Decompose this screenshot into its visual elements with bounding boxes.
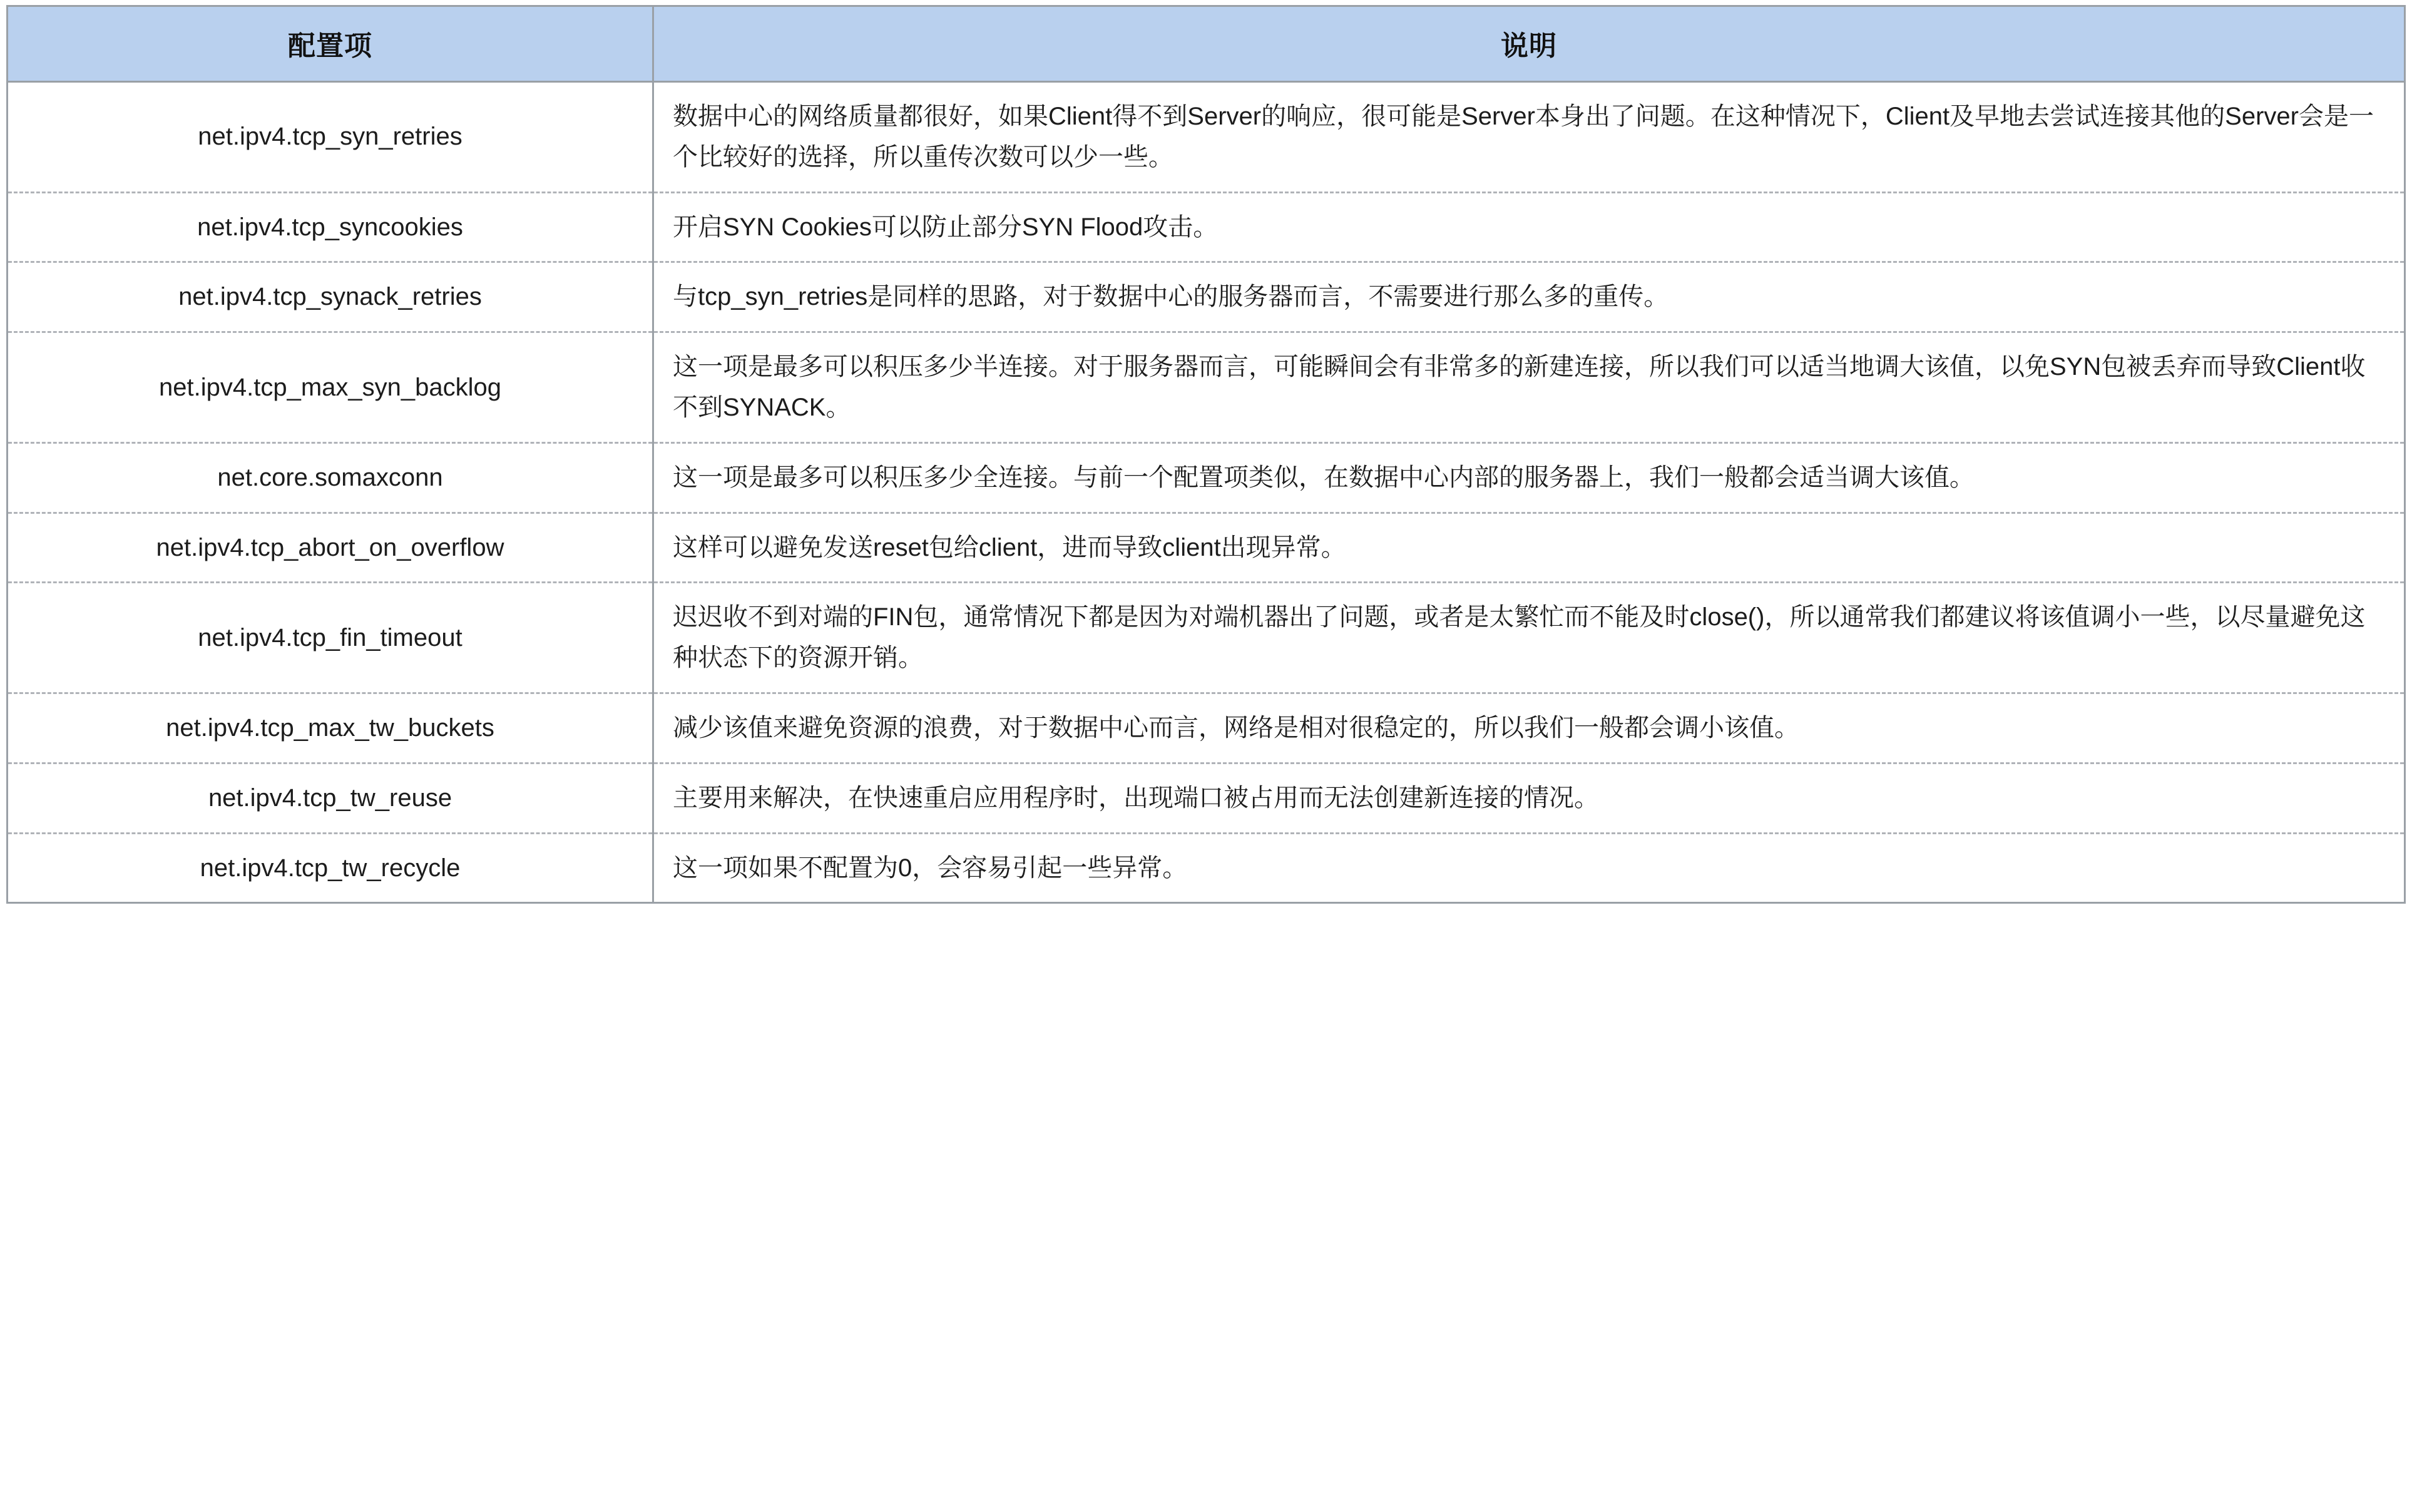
description-text: 这一项是最多可以积压多少全连接。与前一个配置项类似，在数据中心内部的服务器上，我们一般都会适当调大该值。 xyxy=(673,463,1975,491)
config-item-description xyxy=(653,262,2405,332)
description-text: 这一项如果不配置为0，会容易引起一些异常。 xyxy=(673,854,1188,882)
config-item-description xyxy=(653,693,2405,763)
config-item-description xyxy=(653,833,2405,903)
config-item-name: net.ipv4.tcp_max_tw_buckets xyxy=(8,693,653,763)
table-row xyxy=(8,262,2405,332)
description-text: 迟迟收不到对端的FIN包，通常情况下都是因为对端机器出了问题，或者是太繁忙而不能及时close()，所以通常我们都建议将该值调小一些，以尽量避免这种状态下的资源开销。 xyxy=(673,603,2366,672)
column-header-config-item: 配置项 xyxy=(8,6,653,82)
table-row xyxy=(8,583,2405,693)
config-item-description xyxy=(653,513,2405,583)
table-row xyxy=(8,763,2405,833)
table-row xyxy=(8,442,2405,513)
table-header-row xyxy=(8,6,2405,82)
description-text: 数据中心的网络质量都很好，如果Client得不到Server的响应，很可能是Server本身出了问题。在这种情况下，Client及早地去尝试连接其他的Server会是一个比较好的选择，所以重传次数可以少一些。 xyxy=(673,103,2374,171)
config-item-name: net.ipv4.tcp_tw_recycle xyxy=(8,833,653,903)
tcp-config-table xyxy=(6,5,2406,904)
table-row xyxy=(8,833,2405,903)
description-text: 主要用来解决，在快速重启应用程序时，出现端口被占用而无法创建新连接的情况。 xyxy=(673,784,1599,812)
table-row xyxy=(8,192,2405,262)
config-item-name: net.ipv4.tcp_tw_reuse xyxy=(8,763,653,833)
description-text: 这一项是最多可以积压多少半连接。对于服务器而言，可能瞬间会有非常多的新建连接，所以我们可以适当地调大该值，以免SYN包被丢弃而导致Client收不到SYNACK。 xyxy=(673,353,2366,421)
column-header-description: 说明 xyxy=(653,6,2405,82)
config-item-name: net.ipv4.tcp_synack_retries xyxy=(8,262,653,332)
config-item-name: net.core.somaxconn xyxy=(8,442,653,513)
config-item-description xyxy=(653,332,2405,443)
table-body xyxy=(8,82,2405,903)
config-item-description xyxy=(653,583,2405,693)
config-item-description xyxy=(653,442,2405,513)
description-text: 与tcp_syn_retries是同样的思路，对于数据中心的服务器而言，不需要进行那么多的重传。 xyxy=(673,283,1669,311)
table-row xyxy=(8,693,2405,763)
table-row xyxy=(8,82,2405,193)
config-item-description xyxy=(653,763,2405,833)
table-row xyxy=(8,513,2405,583)
description-text: 减少该值来避免资源的浪费，对于数据中心而言，网络是相对很稳定的，所以我们一般都会调小该值。 xyxy=(673,713,1799,742)
config-item-description xyxy=(653,192,2405,262)
description-text: 这样可以避免发送reset包给client，进而导致client出现异常。 xyxy=(673,533,1346,561)
config-item-name: net.ipv4.tcp_abort_on_overflow xyxy=(8,513,653,583)
config-item-name: net.ipv4.tcp_fin_timeout xyxy=(8,583,653,693)
config-item-description xyxy=(653,82,2405,193)
config-item-name: net.ipv4.tcp_max_syn_backlog xyxy=(8,332,653,443)
table-row xyxy=(8,332,2405,443)
description-text: 开启SYN Cookies可以防止部分SYN Flood攻击。 xyxy=(673,213,1219,241)
config-item-name: net.ipv4.tcp_syncookies xyxy=(8,192,653,262)
table-header xyxy=(8,6,2405,82)
config-item-name: net.ipv4.tcp_syn_retries xyxy=(8,82,653,193)
